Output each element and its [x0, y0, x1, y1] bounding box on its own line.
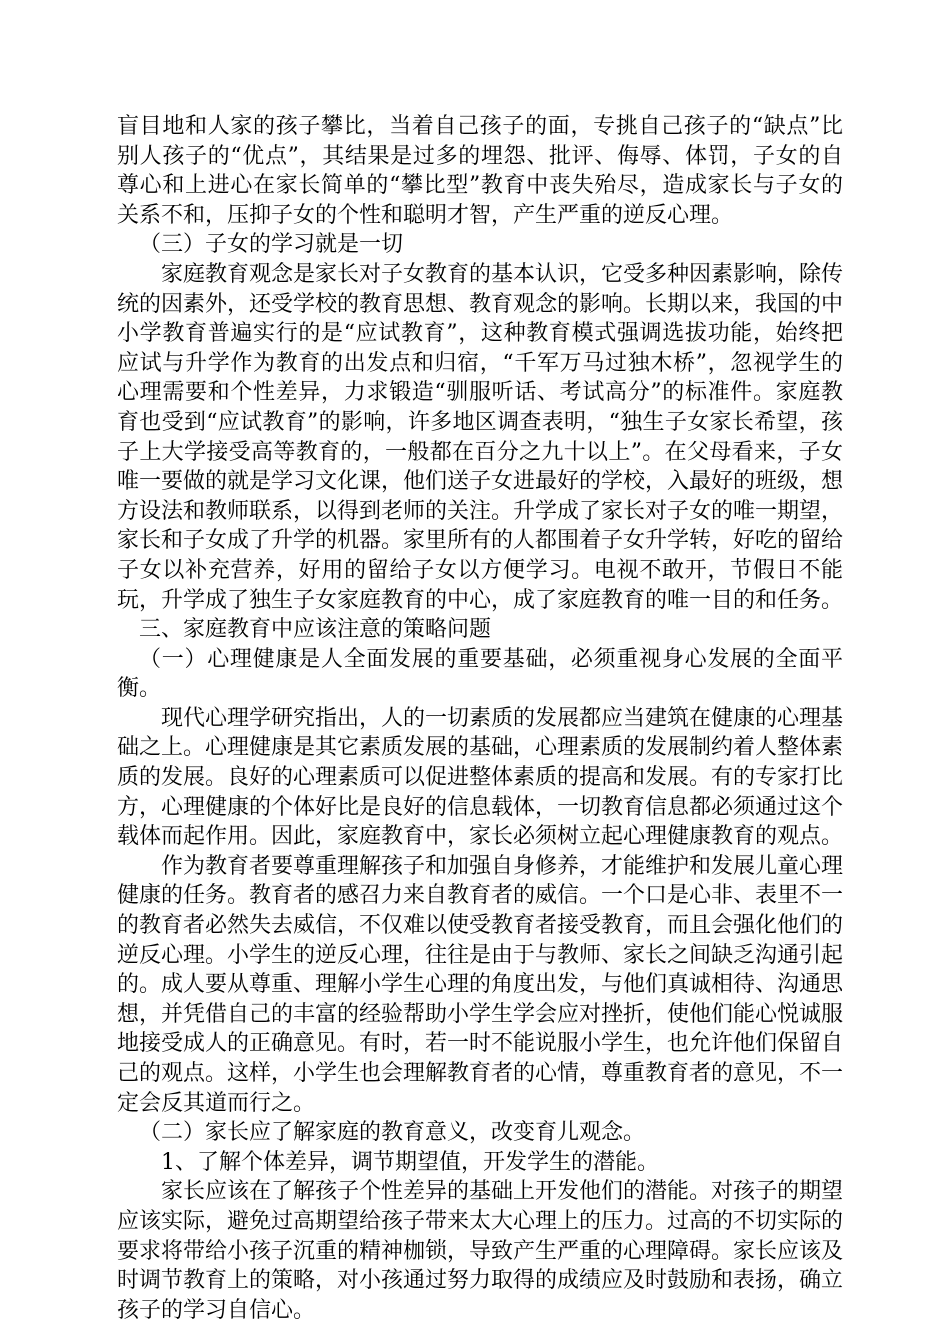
paragraph-continued-comparison: 盲目地和人家的孩子攀比，当着自己孩子的面，专挑自己孩子的“缺点”比别人孩子的“优点”，其结果是过多的埋怨、批评、侮辱、体罚，子女的自尊心和上进心在家长简单的“攀比型”教育中丧失殆尽，造成家长与子女的关系不和，压抑子女的个性和聪明才智，产生严重的逆反心理。	[117, 114, 843, 228]
section-heading-strategies: 三、家庭教育中应该注意的策略问题	[139, 617, 492, 643]
paragraph-education-concept: 家庭教育观念是家长对子女教育的基本认识，它受多种因素影响，除传统的因素外，还受学校的教育思想、教育观念的影响。长期以来，我国的中小学教育普遍实行的是“应试教育”，这种教育模式强调选拔功能，始终把应试与升学作为教育的出发点和归宿，“千军万马过独木桥”，忽视学生的心理需要和个性差异，力求锻造“驯服听话、考试高分”的标准件。家庭教育也受到“应试教育”的影响，许多地区调查表明，“独生子女家长希望，孩子上大学接受高等教育的，一般都在百分之九十以上”。在父母看来，子女唯一要做的就是学习文化课，他们送子女进最好的学校，入最好的班级，想方设法和教师联系，以得到老师的关注。升学成了家长对子女的唯一期望，家长和子女成了升学的机器。家里所有的人都围着子女升学转，好吃的留给子女以补充营养，好用的留给子女以方便学习。电视不敢开，节假日不能玩，升学成了独生子女家庭教育的中心，成了家庭教育的唯一目的和任务。	[117, 261, 844, 613]
section-heading-learning-is-everything: （三）子女的学习就是一切	[139, 232, 404, 258]
subsection-heading-mental-health: （一）心理健康是人全面发展的重要基础，必须重视身心发展的全面平衡。	[117, 646, 843, 702]
paragraph-educator-respect: 作为教育者要尊重理解孩子和加强自身修养，才能维护和发展儿童心理健康的任务。教育者的感召力来自教育者的威信。一个口是心非、表里不一的教育者必然失去威信，不仅难以使受教育者接受教育，而且会强化他们的逆反心理。小学生的逆反心理，往往是由于与教师、家长之间缺乏沟通引起的。成人要从尊重、理解小学生心理的角度出发，与他们真诚相待、沟通思想，并凭借自己的丰富的经验帮助小学生学会应对挫折，使他们能心悦诚服地接受成人的正确意见。有时，若一时不能说服小学生，也允许他们保留自己的观点。这样，小学生也会理解教育者的心情，尊重教育者的意见，不一定会反其道而行之。	[117, 853, 844, 1116]
paragraph-potential-development: 家长应该在了解孩子个性差异的基础上开发他们的潜能。对孩子的期望应该实际，避免过高期望给孩子带来太大心理上的压力。过高的不切实际的要求将带给小孩子沉重的精神枷锁，导致产生严重的心理障碍。家长应该及时调节教育上的策略，对小孩通过努力取得的成绩应及时鼓励和表扬，确立孩子的学习自信心。	[117, 1179, 844, 1323]
subsection-heading-parenting-concept: （二）家长应了解家庭的教育意义，改变育儿观念。	[139, 1120, 646, 1146]
document-page	[117, 112, 843, 1325]
subsection-item-individual-differences: 1、了解个体差异，调节期望值，开发学生的潜能。	[161, 1149, 659, 1175]
paragraph-modern-psychology: 现代心理学研究指出，人的一切素质的发展都应当建筑在健康的心理基础之上。心理健康是其它素质发展的基础，心理素质的发展制约着人整体素质的发展。良好的心理素质可以促进整体素质的提高和发展。有的专家打比方，心理健康的个体好比是良好的信息载体，一切教育信息都必须通过这个载体而起作用。因此，家庭教育中，家长必须树立起心理健康教育的观点。	[117, 705, 844, 850]
